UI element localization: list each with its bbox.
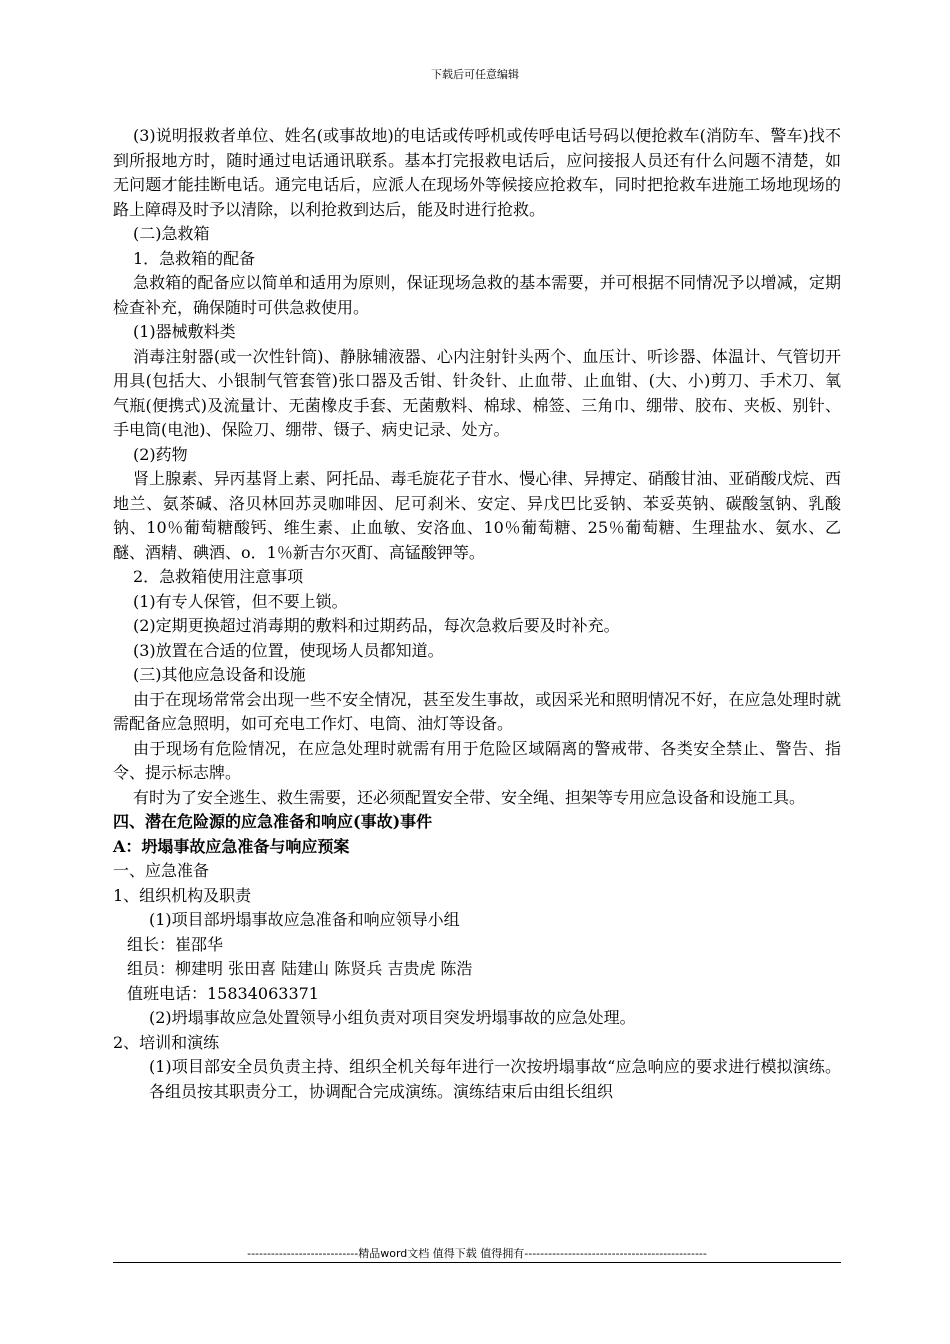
subsection-heading: 1、组织机构及职责 bbox=[113, 885, 252, 905]
section-heading: (二)急救箱 bbox=[133, 224, 210, 243]
list-item: (2)定期更换超过消毒期的敷料和过期药品，每次急救后要及时补充。 bbox=[133, 616, 620, 635]
section-heading: (三)其他应急设备和设施 bbox=[133, 665, 306, 684]
paragraph: 由于在现场常常会出现一些不安全情况，甚至发生事故，或因采光和照明情况不好，在应急处理时就需配备应急照明，如可充电工作灯、电筒、油灯等设备。 bbox=[113, 689, 841, 733]
paragraph: 有时为了安全逃生、救生需要，还必须配置安全带、安全绳、担架等专用应急设备和设施工具。 bbox=[133, 787, 806, 807]
subsection-heading: 2、培训和演练 bbox=[113, 1032, 220, 1052]
list-item: (3)放置在合适的位置，使现场人员都知道。 bbox=[133, 640, 444, 660]
page-footer: ----------------------------精品word文档 值得下载 值得拥有---------------------------------------------- bbox=[247, 1247, 707, 1260]
paragraph: 由于现场有危险情况，在应急处理时就需有用于危险区域隔离的警戒带、各类安全禁止、警告、指令、提示标志牌。 bbox=[113, 738, 841, 782]
duty-phone: 值班电话：15834063371 bbox=[127, 983, 319, 1003]
paragraph: (1)项目部安全员负责主持、组织全机关每年进行一次按坍塌事故“应急响应的要求进行模拟演练。各组员按其职责分工，协调配合完成演练。演练结束后由组长组织 bbox=[149, 1057, 841, 1101]
document-body bbox=[113, 124, 841, 1104]
paragraph: 肾上腺素、异丙基肾上素、阿托品、毒毛旋花子苷水、慢心律、异搏定、硝酸甘油、亚硝酸戊烷、西地兰、氨茶碱、洛贝林回苏灵咖啡因、尼可刹米、安定、异戊巴比妥钠、苯妥英钠、碳酸氢钠、乳酸钠、10％葡萄糖酸钙、维生素、止血敏、安洛血、10％葡萄糖、25％葡萄糖、生理盐水、氨水、乙醚、酒精、碘酒、o．1％新吉尔灭酊、高锰酸钾等。 bbox=[113, 469, 841, 562]
chapter-heading: 四、潜在危险源的应急准备和响应(事故)事件 bbox=[113, 812, 433, 831]
subsection-heading: (1)器械敷料类 bbox=[133, 322, 236, 341]
page-header: 下载后可任意编辑 bbox=[431, 68, 519, 81]
team-members: 组员：柳建明 张田喜 陆建山 陈贤兵 吉贵虎 陈浩 bbox=[127, 959, 473, 978]
paragraph: 急救箱的配备应以简单和适用为原则，保证现场急救的基本需要，并可根据不同情况予以增减，定期检查补充，确保随时可供急救使用。 bbox=[113, 273, 841, 317]
subsection-heading: 2．急救箱使用注意事项 bbox=[133, 567, 304, 586]
section-heading: 一、应急准备 bbox=[113, 861, 210, 880]
team-leader: 组长：崔邵华 bbox=[127, 934, 224, 954]
subsection-heading: (2)药物 bbox=[133, 444, 188, 464]
footer-divider bbox=[113, 1262, 841, 1263]
list-item: (2)坍塌事故应急处置领导小组负责对项目突发坍塌事故的应急处理。 bbox=[149, 1008, 636, 1027]
list-item: (1)有专人保管，但不要上锁。 bbox=[133, 591, 348, 611]
plan-heading: A：坍塌事故应急准备与响应预案 bbox=[113, 836, 350, 856]
subsection-heading: 1．急救箱的配备 bbox=[133, 248, 256, 268]
list-item: (1)项目部坍塌事故应急准备和响应领导小组 bbox=[149, 910, 460, 929]
paragraph: 消毒注射器(或一次性针筒)、静脉辅液器、心内注射针头两个、血压计、听诊器、体温计、气管切开用具(包括大、小银制气管套管)张口器及舌钳、针灸针、止血带、止血钳、(大、小)剪刀、手术刀、氧气瓶(便携式)及流量计、无菌橡皮手套、无菌敷料、棉球、棉签、三角巾、绷带、胶布、夹板、别针、手电筒(电池)、保险刀、绷带、镊子、病史记录、处方。 bbox=[113, 346, 841, 439]
paragraph: (3)说明报救者单位、姓名(或事故地)的电话或传呼机或传呼电话号码以便抢救车(消防车、警车)找不到所报地方时，随时通过电话通讯联系。基本打完报救电话后，应问接报人员还有什么问题不清楚，如无问题才能挂断电话。通完电话后，应派人在现场外等候接应抢救车，同时把抢救车进施工场地现场的路上障碍及时予以清除，以利抢救到达后，能及时进行抢救。 bbox=[113, 126, 841, 219]
